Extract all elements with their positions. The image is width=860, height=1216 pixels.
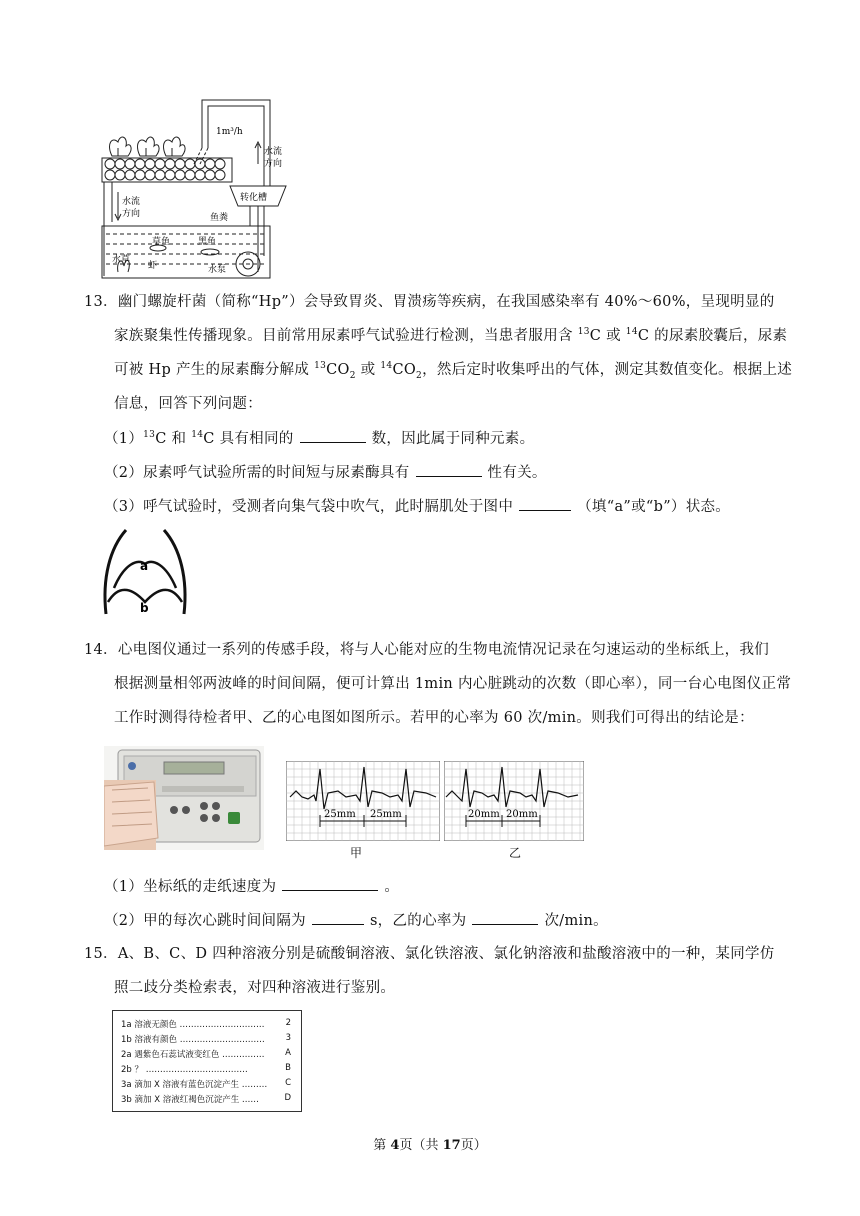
dichotomous-key-table [112,1010,302,1112]
answer-blank[interactable] [519,496,571,511]
subscript: 2 [349,370,356,381]
ecg-a-interval-1: 25mm [324,809,356,820]
page-footer [0,1134,860,1153]
q13-text-line4: 信息，回答下列问题： [114,396,262,412]
q14-sub2 [104,910,608,931]
q13-text: （3）呼气试验时，受测者向集气袋中吹气，此时膈肌处于图中 [104,499,514,515]
isotope-14: 14 [380,361,393,372]
q14-line3 [114,708,754,728]
page-number: 4 [390,1138,400,1153]
key-text: 3b 滴加 X 溶液红褐色沉淀产生 …… [121,1095,259,1105]
conversion-tank-label: 转化槽 [240,193,268,203]
diaphragm-label-b: b [140,601,149,615]
isotope-13: 13 [314,361,327,372]
answer-blank[interactable] [282,876,378,891]
q15-line1 [84,944,775,964]
q13-text: C 的尿素胶囊后，尿素 [637,328,788,344]
q13-text: 可被 Hp 产生的尿素酶分解成 [114,362,315,378]
diaphragm-label-a: a [140,559,149,573]
q14-text: （1）坐标纸的走纸速度为 [104,879,277,895]
key-result: D [284,1093,291,1103]
q14-sub1 [104,876,399,897]
flow-rate-label: 1m³/h [216,127,243,137]
subscript: 2 [416,370,423,381]
q13-sub1 [104,428,534,449]
q15-text-line2: 照二歧分类检索表，对四种溶液进行鉴别。 [114,980,396,996]
q14-text: 。 [384,879,400,895]
q13-text: 数，因此属于同种元素。 [371,431,535,447]
answer-blank[interactable] [416,462,482,477]
q15-number: 15． [84,946,118,962]
key-row [121,1018,265,1030]
black-fish-label: 黑鱼 [198,237,217,247]
isotope-14: 14 [191,430,204,441]
ecg-machine-photo [104,746,264,850]
q14-line2 [114,674,791,694]
q13-number: 13． [84,294,118,310]
q14-text: （2）甲的每次心跳时间间隔为 [104,913,306,929]
q13-line1 [84,292,775,312]
q13-sub2 [104,462,547,483]
key-row [121,1048,265,1060]
ecg-caption-a: 甲 [350,846,363,860]
key-text: 2b ？ ……………………………… [121,1065,248,1075]
q14-text-line1: 心电图仪通过一系列的传感手段，将与人心能对应的生物电流情况记录在匀速运动的坐标纸上，我们 [117,642,770,658]
ecg-chart-a [286,761,440,841]
q15-line2 [114,978,395,998]
grass-carp-label: 草鱼 [152,237,171,247]
q13-text: （2）尿素呼气试验所需的时间短与尿素酶具有 [104,465,410,481]
q14-number: 14． [84,642,118,658]
ecg-b-interval-1: 20mm [468,809,500,820]
answer-blank[interactable] [300,428,366,443]
key-result: A [285,1048,291,1058]
q13-text: 性有关。 [487,465,547,481]
key-text: 2a 遇紫色石蕊试液变红色 …………… [121,1050,265,1060]
key-result: 2 [285,1018,291,1028]
key-text: 3a 滴加 X 溶液有蓝色沉淀产生 ……… [121,1080,268,1090]
q14-text-line3: 工作时测得待检者甲、乙的心电图如图所示。若甲的心率为 60 次/min。则我们可得出的结论是： [114,710,754,726]
q14-text: 次/min。 [544,913,608,929]
ecg-a-interval-2: 25mm [370,809,402,820]
q13-text: （填“a”或“b”）状态。 [577,499,731,515]
water-flow-left-1: 水流 [122,197,141,207]
plant-bed [102,137,232,182]
pump-label: 水泵 [208,265,227,275]
q14-text-line2: 根据测量相邻两波峰的时间间隔，便可计算出 1min 内心脏跳动的次数（即心率），同一台心电图仪正常 [114,676,792,692]
key-row [121,1063,248,1075]
q14-text: s，乙的心率为 [369,913,467,929]
footer-text: 第 [373,1138,391,1153]
q13-text-line1: 幽门螺旋杆菌（简称“Hp”）会导致胃炎、胃溃疡等疾病，在我国感染率有 40%～60%，呈现明显的 [117,294,775,310]
answer-blank[interactable] [472,910,538,925]
aquaponics-diagram [98,96,298,282]
q13-sub3 [104,496,730,517]
fish-pond [102,226,270,278]
q15-text-line1: A、B、C、D 四种溶液分别是硫酸铜溶液、氯化铁溶液、氯化钠溶液和盐酸溶液中的一种，某同学仿 [117,946,775,962]
ecg-b-interval-2: 20mm [506,809,538,820]
isotope-13: 13 [577,327,590,338]
ecg-caption-b: 乙 [509,846,522,860]
isotope-14: 14 [625,327,638,338]
shrimp-label: 虾 [148,261,158,271]
key-result: C [285,1078,291,1088]
q13-text: CO [326,362,350,378]
page-total: 17 [442,1138,461,1153]
q13-text: 或 [355,362,381,378]
q13-sub1-number: （1） [104,431,144,447]
footer-text: 页） [460,1138,487,1153]
key-text: 1b 溶液有颜色 ………………………… [121,1035,265,1045]
key-text: 1a 溶液无颜色 ………………………… [121,1020,265,1030]
water-flow-left-2: 方向 [122,209,141,219]
answer-blank[interactable] [312,910,364,925]
q13-text-line2: 家族聚集性传播现象。目前常用尿素呼气试验进行检测，当患者服用含 [114,328,578,344]
key-row [121,1033,265,1045]
q13-line2 [114,326,787,346]
key-row [121,1078,267,1090]
ecg-chart-b [444,761,584,841]
algae-label: 水草 [112,255,131,265]
water-flow-right-2: 方向 [264,159,283,169]
water-flow-right-1: 水流 [264,147,283,157]
q14-line1 [84,640,769,660]
q13-text: C 和 [155,431,192,447]
q13-text: ，然后定时收集呼出的气体，测定其数值变化。根据上述 [422,362,793,378]
key-result: B [285,1063,291,1073]
key-row [121,1093,259,1105]
q13-text: CO [392,362,417,378]
q13-line4 [114,394,262,414]
footer-text: 页（共 [399,1138,443,1153]
q13-line3 [114,360,792,380]
fish-feces-label: 鱼粪 [210,213,229,223]
diaphragm-diagram [100,528,190,620]
key-result: 3 [285,1033,291,1043]
q13-text: C 或 [589,328,626,344]
q13-text: C 具有相同的 [203,431,294,447]
isotope-13: 13 [143,430,156,441]
